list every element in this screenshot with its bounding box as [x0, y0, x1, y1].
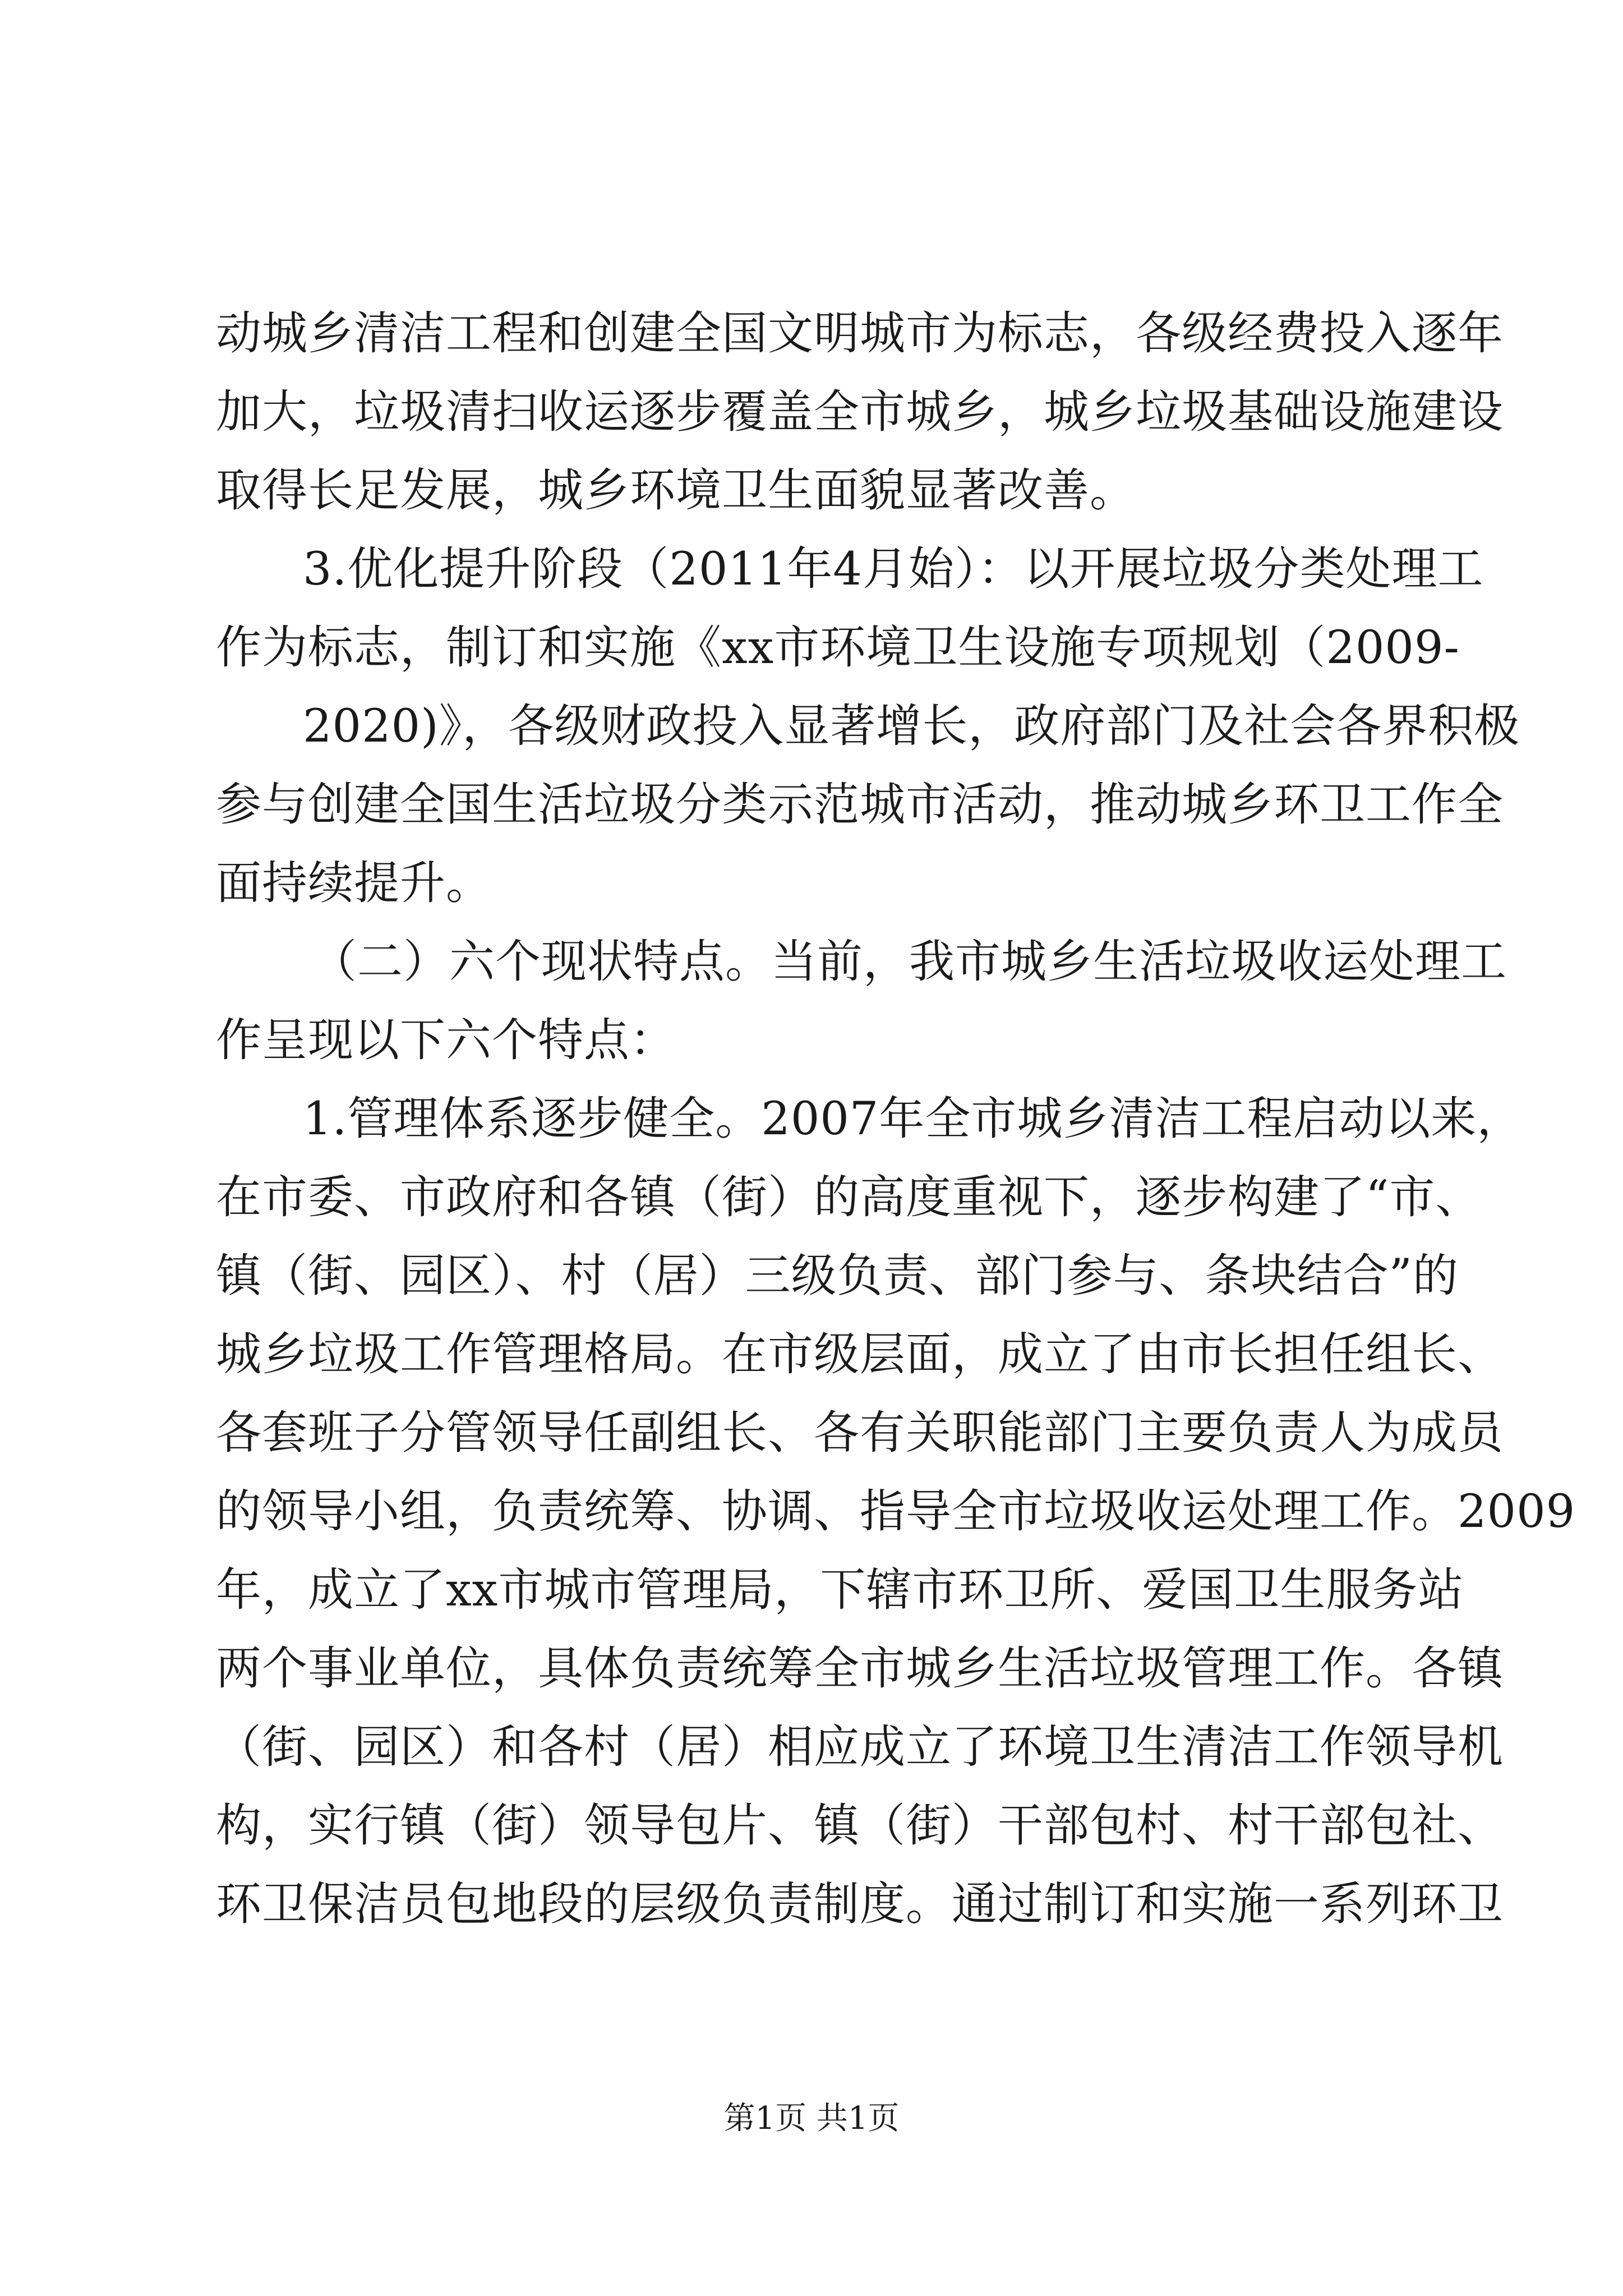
body-text-line: 面持续提升。 [216, 857, 492, 910]
body-text-line: 在市委、市政府和各镇（街）的高度重视下，逐步构建了“市、 [216, 1171, 1482, 1224]
section-heading-line: 3.优化提升阶段（2011年4月始）：以开展垃圾分类处理工 [303, 543, 1484, 596]
section-heading-line: 1.管理体系逐步健全。2007年全市城乡清洁工程启动以来， [303, 1093, 1523, 1145]
body-text-line: 城乡垃圾工作管理格局。在市级层面，成立了由市长担任组长、 [216, 1328, 1504, 1381]
body-text-line: 加大，垃圾清扫收运逐步覆盖全市城乡，城乡垃圾基础设施建设 [216, 386, 1504, 439]
body-text-line: 的领导小组，负责统筹、协调、指导全市垃圾收运处理工作。2009 [216, 1485, 1576, 1538]
body-text-line: 环卫保洁员包地段的层级负责制度。通过制订和实施一系列环卫 [216, 1878, 1504, 1931]
body-text-line: 年，成立了xx市城市管理局，下辖市环卫所、爱国卫生服务站 [216, 1564, 1464, 1617]
body-text-line: 各套班子分管领导任副组长、各有关职能部门主要负责人为成员 [216, 1407, 1504, 1460]
body-text-line: 构，实行镇（街）领导包片、镇（街）干部包村、村干部包社、 [216, 1800, 1504, 1852]
body-text-line: （街、园区）和各村（居）相应成立了环境卫生清洁工作领导机 [216, 1721, 1504, 1774]
body-text-line: 参与创建全国生活垃圾分类示范城市活动，推动城乡环卫工作全 [216, 779, 1504, 831]
body-text-line: 2020)》，各级财政投入显著增长，政府部门及社会各界积极 [303, 700, 1520, 753]
body-text-line: 作呈现以下六个特点： [216, 1014, 676, 1067]
body-text-line: 两个事业单位，具体负责统筹全市城乡生活垃圾管理工作。各镇 [216, 1642, 1504, 1695]
body-text-line: 作为标志，制订和实施《xx市环境卫生设施专项规划（2009- [216, 622, 1460, 674]
body-text-line: 镇（街、园区）、村（居）三级负责、部门参与、条块结合”的 [216, 1250, 1459, 1303]
body-text-line: 取得长足发展，城乡环境卫生面貌显著改善。 [216, 464, 1136, 517]
body-text-line: 动城乡清洁工程和创建全国文明城市为标志，各级经费投入逐年 [216, 307, 1504, 360]
section-heading-line: （二）六个现状特点。当前，我市城乡生活垃圾收运处理工 [311, 936, 1507, 988]
page-footer: 第1页 共1页 [723, 2100, 900, 2137]
